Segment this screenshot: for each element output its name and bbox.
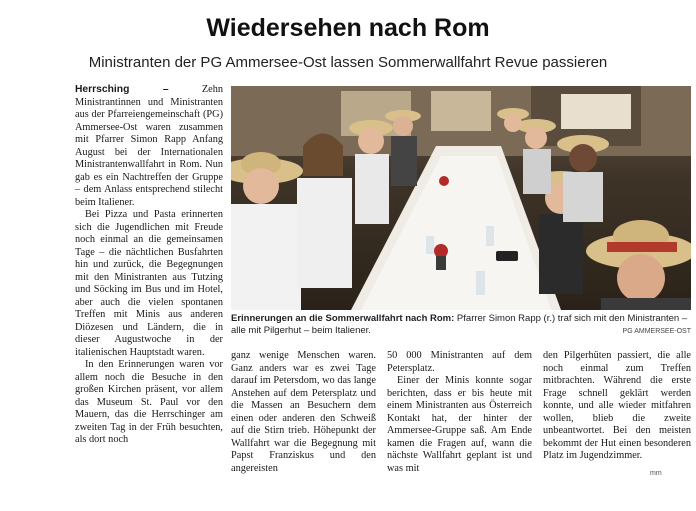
subheadline: Ministranten der PG Ammersee-Ost lassen Sommerwallfahrt Revue passieren [88, 54, 608, 71]
article-column-3 [387, 350, 532, 475]
article-column-4 [543, 350, 691, 463]
article-column-1 [75, 84, 223, 447]
restaurant-scene-illustration [231, 86, 691, 310]
paragraph-3: In den Erinnerungen waren vor allem noch die Besuche in den großen Kirchen präsent, vor allem das Museum St. Paul vor den Mauern, das die Herrschinger am zweiten Tag in der Früh besuchten, als dort noch [75, 359, 223, 445]
caption-title: Erinnerungen an die Sommerwallfahrt nach Rom: [231, 313, 455, 324]
group-photo [231, 86, 691, 310]
headline: Wiedersehen nach Rom [206, 14, 490, 42]
photo-credit: PG AMMERSEE-OST [622, 328, 691, 335]
paragraph-6: Einer der Minis konnte sogar berichten, dass er bis heute mit einem Ministranten aus Österreich Kontakt hat, der hinter der Ammersee-Gruppe saß. Am Ende kamen die Fragen auf, wann die nächste Wallfahrt geplant ist und was mit [387, 375, 532, 474]
paragraph-4: ganz wenige Menschen waren. Ganz anders war es zwei Tage darauf im Petersdom, wo das lange Anstehen auf dem Petersplatz und die Massen an Besuchern dem einen oder anderen den Schweiß auf die Stirn trieb. Höhepunkt der Wallfahrt war die Begegnung mit Papst Franziskus und den angereisten [231, 350, 376, 474]
author-signature: mm [650, 470, 662, 477]
article-column-2 [231, 350, 376, 475]
dateline: Herrsching – [75, 84, 169, 95]
paragraph-5: 50 000 Ministranten auf dem Petersplatz. [387, 350, 532, 374]
paragraph-2: Bei Pizza und Pasta erinnerten sich die Jugendlichen mit Freude noch einmal an die gemeinsamen Tage – die nächtlichen Busfahrten hin und zurück, die Begegnungen mit den Ministranten aus Tutzing und Söcking im Bus und im Hotel, aber auch die vielen spontanen Treffen mit Minis aus anderen Diözesen und Ländern, die in dieser Augustwoche in der italienischen Hauptstadt waren. [75, 209, 223, 358]
caption-text: Pfarrer Simon Rapp (r.) traf sich mit den Ministranten – alle mit Pilgerhut – beim Italiener. [231, 313, 688, 336]
paragraph-1 [75, 84, 223, 209]
paragraph-1-text: Zehn Ministrantinnen und Ministranten aus der Pfarreiengemeinschaft (PG) Ammersee-Ost waren zusammen mit Pfarrer Simon Rapp Anfang August bei der Internationalen Ministrantenwallfahrt in Rom. Nun gab es ein Nachtreffen der Gruppe – dem Anlass entsprechend stilecht beim Italiener. [75, 84, 224, 208]
paragraph-7: den Pilgerhüten passiert, die alle noch einmal zum Treffen mitbrachten. Während die erste Frage schnell geklärt werden konnte, und alle wieder mitfahren wollen, blieb die zweite unbeantwortet. Bei den meisten bekommt der Hut einen besonderen Platz im Jugendzimmer. [543, 350, 691, 461]
